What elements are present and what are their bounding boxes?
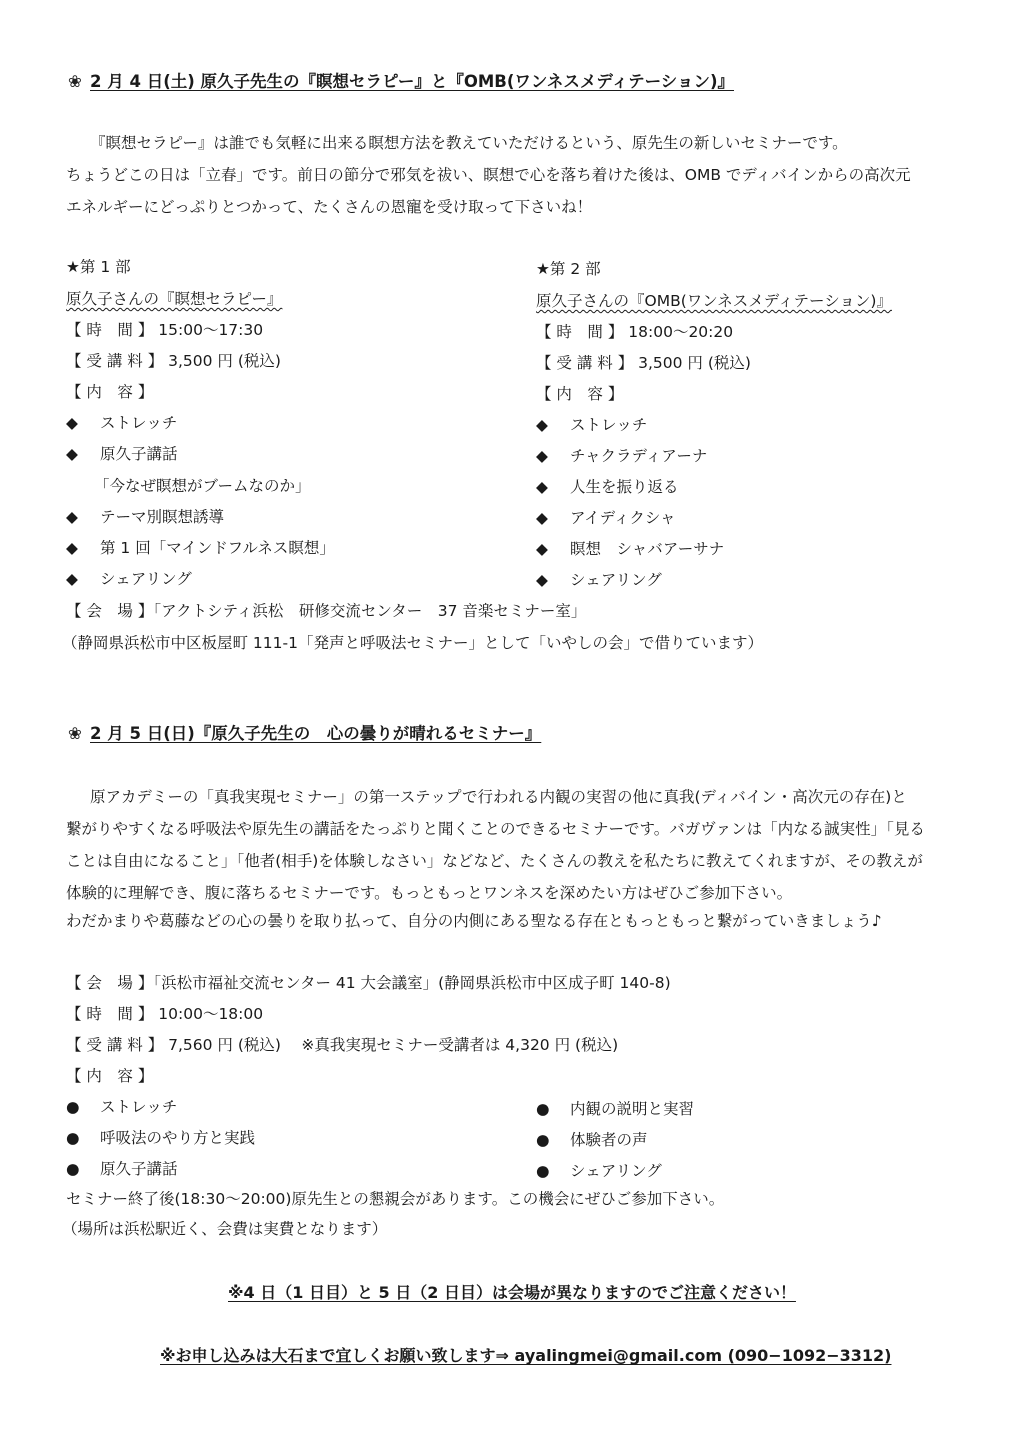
part2-item — [536, 447, 707, 466]
circle-bullet-icon: ● — [66, 1129, 80, 1147]
circle-bullet-icon: ● — [536, 1131, 550, 1149]
part2-item-text: 瞑想 シャバアーサナ — [570, 540, 725, 558]
part1-item — [66, 414, 177, 433]
diamond-bullet-icon: ◆ — [66, 539, 78, 557]
event1-heading-text: 2 月 4 日(土) 原久子先生の『瞑想セラピー』と『OMB(ワンネスメディテーション)』 — [90, 72, 734, 91]
flower-icon: ❀ — [68, 72, 82, 91]
event2-time: 【 時 間 】 10:00〜18:00 — [66, 1005, 264, 1023]
diamond-bullet-icon: ◆ — [536, 416, 548, 434]
part2-item-text: アイディクシャ — [570, 509, 676, 527]
event2-item-left — [66, 1098, 177, 1117]
part2-item-text: 人生を振り返る — [570, 478, 679, 496]
part2-contents-label: 【 内 容 】 — [536, 385, 624, 403]
part2-item — [536, 509, 676, 528]
part1-item — [66, 508, 224, 527]
venue-notice: ※4 日（1 日目）と 5 日（2 日目）は会場が異なりますのでご注意ください！ — [228, 1283, 796, 1302]
part1-item — [66, 445, 178, 464]
event2-item-text: 内観の説明と実習 — [570, 1100, 695, 1118]
event2-heading-text: 2 月 5 日(日)『原久子先生の 心の曇りが晴れるセミナー』 — [90, 724, 542, 743]
event2-heading — [68, 724, 541, 744]
part1-item — [94, 477, 311, 496]
part1-item-text: シェアリング — [100, 570, 192, 588]
part2-item-text: チャクラディアーナ — [570, 447, 708, 465]
diamond-bullet-icon: ◆ — [536, 447, 548, 465]
event1-intro-line-3: エネルギーにどっぷりとつかって、たくさんの恩寵を受け取って下さいね！ — [66, 198, 593, 216]
part1-title: 原久子さんの『瞑想セラピー』 — [66, 290, 283, 308]
event2-intro-line-2: 繋がりやすくなる呼吸法や原先生の講話をたっぷりと聞くことのできるセミナーです。バガヴァンは「内なる誠実性」「見る — [66, 820, 925, 838]
event1-venue: 【 会 場 】「アクトシティ浜松 研修交流センター 37 音楽セミナー室」 — [66, 602, 587, 620]
part1-label: ★第 1 部 — [66, 258, 131, 276]
event2-item-text: 体験者の声 — [570, 1131, 648, 1149]
part1-contents-label: 【 内 容 】 — [66, 383, 154, 401]
part2-label: ★第 2 部 — [536, 260, 601, 278]
part2-item-text: シェアリング — [570, 571, 662, 589]
event2-intro-line-4: 体験的に理解でき、腹に落ちるセミナーです。もっともっとワンネスを深めたい方はぜひご参加下さい。 — [66, 884, 793, 902]
part1-item-text: 第 1 回「マインドフルネス瞑想」 — [100, 539, 335, 557]
event2-item-right — [536, 1162, 662, 1181]
event2-item-text: 原久子講話 — [100, 1160, 178, 1178]
flower-icon: ❀ — [68, 724, 82, 743]
part1-fee: 【 受 講 料 】 3,500 円 (税込) — [66, 352, 281, 370]
event2-intro-line-3: ことは自由になること」「他者(相手)を体験しなさい」などなど、たくさんの教えを私たちに教えてくれますが、その教えが — [66, 852, 923, 870]
event1-heading — [68, 72, 734, 92]
event2-item-text: ストレッチ — [100, 1098, 178, 1116]
event2-intro-line-5: わだかまりや葛藤などの心の曇りを取り払って、自分の内側にある聖なる存在ともっともっと繋がっていきましょう♪ — [66, 912, 882, 930]
diamond-bullet-icon: ◆ — [66, 508, 78, 526]
event2-fee: 【 受 講 料 】 7,560 円 (税込) ※真我実現セミナー受講者は 4,320 円 (税込) — [66, 1036, 619, 1054]
event2-item-text: シェアリング — [570, 1162, 662, 1180]
event2-item-right — [536, 1131, 648, 1150]
event2-contents-label: 【 内 容 】 — [66, 1067, 154, 1085]
event2-item-left — [66, 1160, 178, 1179]
part1-item-text: 原久子講話 — [100, 445, 178, 463]
part2-item — [536, 571, 662, 590]
event1-intro-line-1: 『瞑想セラピー』は誰でも気軽に出来る瞑想方法を教えていただけるという、原先生の新しいセミナーです。 — [90, 134, 848, 152]
part1-item-text: ストレッチ — [100, 414, 178, 432]
part2-item — [536, 416, 647, 435]
part1-time: 【 時 間 】 15:00〜17:30 — [66, 321, 264, 339]
event2-after-note: （場所は浜松駅近く、会費は実費となります） — [62, 1220, 388, 1238]
diamond-bullet-icon: ◆ — [536, 478, 548, 496]
event2-after: セミナー終了後(18:30〜20:00)原先生との懇親会があります。この機会にぜひご参加下さい。 — [66, 1190, 725, 1208]
part2-item-text: ストレッチ — [570, 416, 648, 434]
part2-item — [536, 478, 679, 497]
event2-item-right — [536, 1100, 694, 1119]
part1-item-text: テーマ別瞑想誘導 — [100, 508, 225, 526]
contact-line: ※お申し込みは大石まで宜しくお願い致します⇒ ayalingmei@gmail.com (090−1092−3312) — [160, 1346, 892, 1365]
event2-item-left — [66, 1129, 255, 1148]
circle-bullet-icon: ● — [66, 1160, 80, 1178]
part1-item-text: 「今なぜ瞑想がブームなのか」 — [94, 477, 311, 495]
event2-venue: 【 会 場 】「浜松市福祉交流センター 41 大会議室」(静岡県浜松市中区成子町 140-8) — [66, 974, 671, 992]
circle-bullet-icon: ● — [536, 1100, 550, 1118]
event1-intro-line-2: ちょうどこの日は「立春」です。前日の節分で邪気を祓い、瞑想で心を落ち着けた後は、OMB でディバインからの高次元 — [66, 166, 911, 184]
part1-item — [66, 539, 335, 558]
part2-time: 【 時 間 】 18:00〜20:20 — [536, 323, 734, 341]
diamond-bullet-icon: ◆ — [536, 571, 548, 589]
diamond-bullet-icon: ◆ — [536, 540, 548, 558]
event2-intro-line-1: 原アカデミーの「真我実現セミナー」の第一ステップで行われる内観の実習の他に真我(ディバイン・高次元の存在)と — [90, 788, 907, 806]
diamond-bullet-icon: ◆ — [66, 414, 78, 432]
event1-venue-note: （静岡県浜松市中区板屋町 111-1「発声と呼吸法セミナー」として「いやしの会」で借りています） — [62, 634, 763, 652]
event2-item-text: 呼吸法のやり方と実践 — [100, 1129, 256, 1147]
diamond-bullet-icon: ◆ — [536, 509, 548, 527]
part2-fee: 【 受 講 料 】 3,500 円 (税込) — [536, 354, 751, 372]
part2-title: 原久子さんの『OMB(ワンネスメディテーション)』 — [536, 292, 892, 310]
diamond-bullet-icon: ◆ — [66, 445, 78, 463]
circle-bullet-icon: ● — [66, 1098, 80, 1116]
diamond-bullet-icon: ◆ — [66, 570, 78, 588]
circle-bullet-icon: ● — [536, 1162, 550, 1180]
part1-item — [66, 570, 192, 589]
part2-item — [536, 540, 724, 559]
